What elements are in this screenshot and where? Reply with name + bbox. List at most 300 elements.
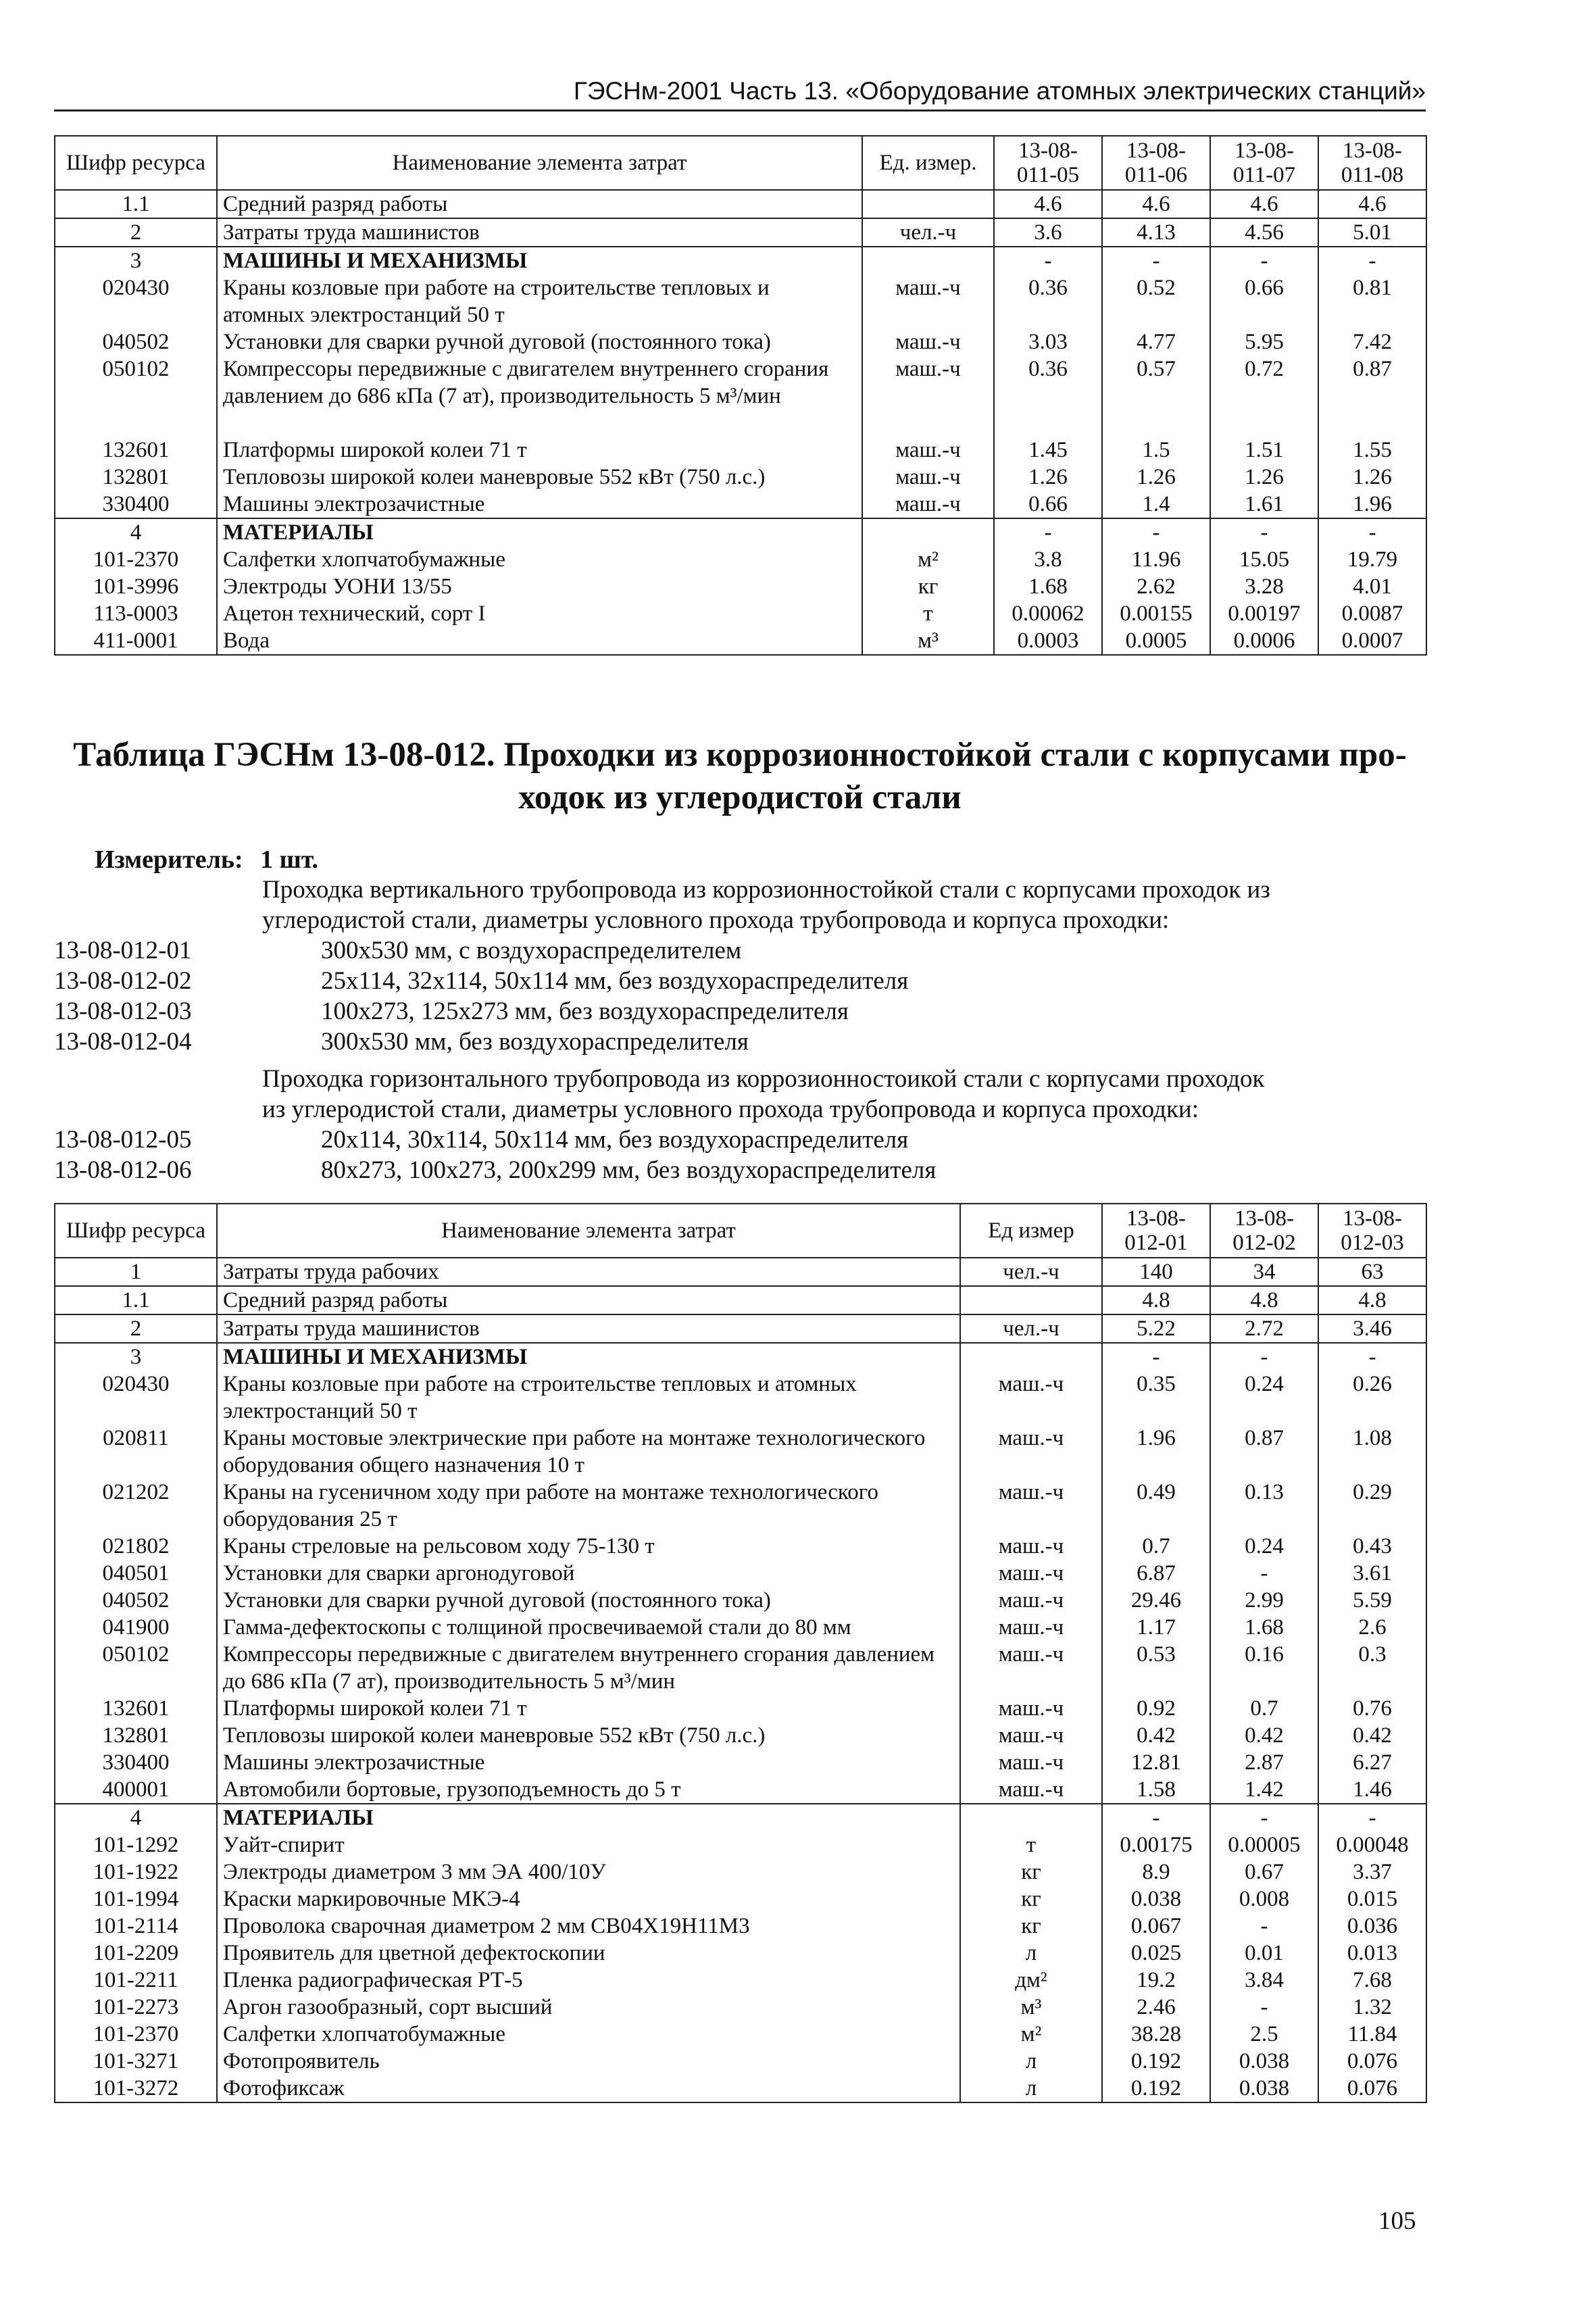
value-cell: 0.13 [1210,1479,1318,1533]
description-vertical-1: Проходка вертикального трубопровода из коррозионностойкой стали с корпусами проходок из [262,876,1270,904]
value-cell: 3.03 [994,328,1102,355]
resource-name-cell: Затраты труда машинистов [217,218,862,247]
value-cell: 11.96 [1102,546,1210,573]
resource-name-cell: Уайт-спирит [217,1831,960,1858]
value-cell: 3.84 [1210,1967,1318,1994]
table-row [55,1641,1426,1695]
variant-code: 13-08-012-04 [54,1028,192,1056]
unit-cell: маш.-ч [960,1371,1102,1425]
value-cell: 0.192 [1102,2048,1210,2075]
table-row [55,2075,1426,2102]
resource-name-cell: Электроды УОНИ 13/55 [217,573,862,600]
value-cell: 2.62 [1102,573,1210,600]
value-cell: 0.81 [1318,274,1426,328]
value-cell: 0.92 [1102,1695,1210,1722]
resource-code-cell: 101-2211 [55,1967,217,1994]
value-cell: 63 [1318,1258,1426,1286]
value-cell: 0.36 [994,355,1102,437]
resource-name-cell: Краски маркировочные МКЭ-4 [217,1886,960,1913]
table-row [55,546,1426,573]
value-cell: - [1102,518,1210,546]
value-cell: 0.16 [1210,1641,1318,1695]
value-cell: 0.36 [994,274,1102,328]
unit-cell: маш.-ч [960,1533,1102,1560]
value-cell: 1.17 [1102,1614,1210,1641]
resource-name-cell: Платформы широкой колеи 71 т [217,1695,960,1722]
col-header: 13-08-012-02 [1210,1204,1318,1258]
table-row [55,491,1426,518]
variant-text: 300х530 мм, с воздухораспределителем [321,937,742,964]
resource-code-cell: 101-2273 [55,1994,217,2021]
table-row [55,1560,1426,1587]
value-cell: 1.5 [1102,437,1210,464]
value-cell: 1.68 [994,573,1102,600]
value-cell: - [1210,518,1318,546]
value-cell: - [1210,1560,1318,1587]
value-cell: 0.008 [1210,1886,1318,1913]
table-row [55,1479,1426,1533]
resource-name-cell: Компрессоры передвижные с двигателем внутреннего сгорания давлением до 686 кПа (7 ат), производительность 5 м³/мин [217,355,862,437]
unit-cell: маш.-ч [862,491,994,518]
value-cell: 0.025 [1102,1940,1210,1967]
value-cell: 4.77 [1102,328,1210,355]
resource-table-012 [54,1203,1427,2103]
value-cell: 1.32 [1318,1994,1426,2021]
table-row [55,218,1426,247]
resource-code-cell: 4 [55,518,217,546]
table-row [55,247,1426,274]
table-row [55,1286,1426,1314]
value-cell: 4.8 [1318,1286,1426,1314]
resource-name-cell: Электроды диаметром 3 мм ЭА 400/10У [217,1858,960,1886]
unit-cell: маш.-ч [960,1560,1102,1587]
resource-code-cell: 050102 [55,355,217,437]
value-cell: 0.57 [1102,355,1210,437]
table-body [55,1258,1426,2102]
table-row [55,1913,1426,1940]
value-cell: 4.6 [994,190,1102,218]
table-row [55,355,1426,437]
page-number: 105 [1378,2207,1416,2235]
resource-name-cell: Платформы широкой колеи 71 т [217,437,862,464]
value-cell: - [1318,1343,1426,1371]
value-cell: - [1102,247,1210,274]
table-row [55,1314,1426,1343]
value-cell: 0.7 [1102,1533,1210,1560]
unit-cell: маш.-ч [960,1425,1102,1479]
table-header-row [55,136,1426,190]
value-cell: 0.00175 [1102,1831,1210,1858]
value-cell: 19.2 [1102,1967,1210,1994]
resource-code-cell: 400001 [55,1776,217,1804]
value-cell: 0.076 [1318,2075,1426,2102]
unit-cell: маш.-ч [862,274,994,328]
resource-code-cell: 050102 [55,1641,217,1695]
col-header: 13-08-011-08 [1318,136,1426,190]
col-header: 13-08-011-07 [1210,136,1318,190]
value-cell: 3.37 [1318,1858,1426,1886]
resource-name-cell: Краны мостовые электрические при работе на монтаже технологического оборудования общего назначения 10 т [217,1425,960,1479]
resource-name-cell: Салфетки хлопчатобумажные [217,2021,960,2048]
variant-text: 300х530 мм, без воздухораспределителя [321,1028,749,1056]
value-cell: 29.46 [1102,1587,1210,1614]
resource-code-cell: 101-1292 [55,1831,217,1858]
unit-cell: кг [862,573,994,600]
unit-cell: чел.-ч [960,1314,1102,1343]
value-cell: 34 [1210,1258,1318,1286]
value-cell: 0.015 [1318,1886,1426,1913]
value-cell: 0.52 [1102,274,1210,328]
resource-name-cell: Тепловозы широкой колеи маневровые 552 кВт (750 л.с.) [217,464,862,491]
value-cell: 0.067 [1102,1913,1210,1940]
unit-cell: кг [960,1886,1102,1913]
resource-code-cell: 101-3996 [55,573,217,600]
resource-code-cell: 021802 [55,1533,217,1560]
unit-cell: м² [862,546,994,573]
resource-code-cell: 132601 [55,437,217,464]
value-cell: 5.95 [1210,328,1318,355]
value-cell: 0.038 [1102,1886,1210,1913]
value-cell: 3.46 [1318,1314,1426,1343]
value-cell: - [1318,247,1426,274]
unit-cell: чел.-ч [862,218,994,247]
resource-table-011 [54,135,1427,656]
unit-cell [960,1286,1102,1314]
col-header: Шифр ресурса [55,136,217,190]
table-row [55,627,1426,655]
resource-code-cell: 2 [55,1314,217,1343]
value-cell: 2.5 [1210,2021,1318,2048]
page-header [54,74,1426,112]
description-horizontal-2: из углеродистой стали, диаметры условного прохода трубопровода и корпуса проходки: [262,1096,1199,1123]
value-cell: 19.79 [1318,546,1426,573]
value-cell: 0.038 [1210,2075,1318,2102]
value-cell: 0.67 [1210,1858,1318,1886]
value-cell: 3.8 [994,546,1102,573]
value-cell: 0.076 [1318,2048,1426,2075]
value-cell: 4.13 [1102,218,1210,247]
value-cell: 1.26 [1210,464,1318,491]
value-cell: 4.01 [1318,573,1426,600]
table-row [55,1994,1426,2021]
value-cell: 0.01 [1210,1940,1318,1967]
resource-code-cell: 101-1922 [55,1858,217,1886]
resource-name-cell: Автомобили бортовые, грузоподъемность до 5 т [217,1776,960,1804]
table-row [55,1858,1426,1886]
unit-cell [960,1804,1102,1831]
unit-cell: дм² [960,1967,1102,1994]
unit-cell: л [960,1940,1102,1967]
variant-code: 13-08-012-01 [54,937,192,964]
unit-cell: маш.-ч [862,437,994,464]
value-cell: 0.013 [1318,1940,1426,1967]
table-row [55,190,1426,218]
resource-name-cell: МАТЕРИАЛЫ [217,518,862,546]
col-header: Ед измер [960,1204,1102,1258]
value-cell: 12.81 [1102,1749,1210,1776]
value-cell: 0.43 [1318,1533,1426,1560]
value-cell: 1.26 [1318,464,1426,491]
resource-name-cell: Аргон газообразный, сорт высший [217,1994,960,2021]
table-row [55,2021,1426,2048]
value-cell: 4.6 [1210,190,1318,218]
resource-code-cell: 330400 [55,1749,217,1776]
resource-code-cell: 101-2114 [55,1913,217,1940]
unit-cell: маш.-ч [960,1695,1102,1722]
value-cell: - [994,247,1102,274]
resource-name-cell: Средний разряд работы [217,1286,960,1314]
variant-code: 13-08-012-02 [54,967,192,995]
table-row [55,1967,1426,1994]
resource-code-cell: 020430 [55,1371,217,1425]
value-cell: 0.35 [1102,1371,1210,1425]
value-cell: 0.036 [1318,1913,1426,1940]
resource-name-cell: Краны козловые при работе на строительстве тепловых и атомных электростанций 50 т [217,274,862,328]
unit-cell: л [960,2075,1102,2102]
col-header: Наименование элемента затрат [217,1204,960,1258]
variant-text: 20х114, 30х114, 50х114 мм, без воздухораспределителя [321,1126,909,1154]
unit-cell: т [960,1831,1102,1858]
value-cell: 0.42 [1318,1722,1426,1749]
value-cell: 4.56 [1210,218,1318,247]
unit-cell: маш.-ч [960,1722,1102,1749]
resource-name-cell: Установки для сварки ручной дуговой (постоянного тока) [217,1587,960,1614]
unit-cell [862,518,994,546]
value-cell: 1.26 [994,464,1102,491]
value-cell: 7.42 [1318,328,1426,355]
resource-name-cell: МАШИНЫ И МЕХАНИЗМЫ [217,1343,960,1371]
table-row [55,1804,1426,1831]
table-body [55,190,1426,655]
unit-cell: кг [960,1913,1102,1940]
resource-code-cell: 1 [55,1258,217,1286]
resource-code-cell: 040501 [55,1560,217,1587]
value-cell: 0.29 [1318,1479,1426,1533]
resource-name-cell: Проволока сварочная диаметром 2 мм СВ04Х19Н11М3 [217,1913,960,1940]
resource-name-cell: Пленка радиографическая РТ-5 [217,1967,960,1994]
col-header: 13-08-011-06 [1102,136,1210,190]
resource-code-cell: 040502 [55,1587,217,1614]
col-header: 13-08-012-03 [1318,1204,1426,1258]
table-row [55,1371,1426,1425]
value-cell: 8.9 [1102,1858,1210,1886]
unit-cell: маш.-ч [862,328,994,355]
value-cell: 1.58 [1102,1776,1210,1804]
resource-name-cell: Краны козловые при работе на строительстве тепловых и атомных электростанций 50 т [217,1371,960,1425]
value-cell: 1.26 [1102,464,1210,491]
value-cell: 0.72 [1210,355,1318,437]
table-row [55,1776,1426,1804]
value-cell: 1.42 [1210,1776,1318,1804]
value-cell: 0.24 [1210,1371,1318,1425]
resource-name-cell: Средний разряд работы [217,190,862,218]
col-header: 13-08-011-05 [994,136,1102,190]
resource-code-cell: 101-3272 [55,2075,217,2102]
value-cell: 38.28 [1102,2021,1210,2048]
table-row [55,1749,1426,1776]
resource-name-cell: Фотофиксаж [217,2075,960,2102]
value-cell: 1.68 [1210,1614,1318,1641]
table-row [55,1425,1426,1479]
value-cell: - [1318,518,1426,546]
resource-name-cell: Машины электрозачистные [217,491,862,518]
measure [95,845,318,875]
value-cell: 6.27 [1318,1749,1426,1776]
value-cell: 0.00062 [994,600,1102,627]
value-cell: 4.8 [1102,1286,1210,1314]
variant-text: 25х114, 32х114, 50х114 мм, без воздухораспределителя [321,967,909,995]
value-cell: 4.6 [1102,190,1210,218]
value-cell: 1.08 [1318,1425,1426,1479]
value-cell: 1.4 [1102,491,1210,518]
measure-label: Измеритель: [95,845,243,874]
resource-code-cell: 020811 [55,1425,217,1479]
resource-name-cell: Затраты труда рабочих [217,1258,960,1286]
resource-code-cell: 411-0001 [55,627,217,655]
table-row [55,437,1426,464]
unit-cell: маш.-ч [960,1641,1102,1695]
unit-cell: кг [960,1858,1102,1886]
value-cell: 0.192 [1102,2075,1210,2102]
table-row [55,1614,1426,1641]
unit-cell: маш.-ч [862,355,994,437]
resource-name-cell: МАШИНЫ И МЕХАНИЗМЫ [217,247,862,274]
unit-cell: маш.-ч [960,1614,1102,1641]
value-cell: 2.6 [1318,1614,1426,1641]
value-cell: 1.55 [1318,437,1426,464]
unit-cell: м² [960,2021,1102,2048]
table-row [55,464,1426,491]
resource-name-cell: Тепловозы широкой колеи маневровые 552 кВт (750 л.с.) [217,1722,960,1749]
value-cell: - [1318,1804,1426,1831]
value-cell: - [1210,247,1318,274]
value-cell: 4.8 [1210,1286,1318,1314]
table-row [55,1940,1426,1967]
value-cell: 1.45 [994,437,1102,464]
description-vertical-2: углеродистой стали, диаметры условного прохода трубопровода и корпуса проходки: [262,906,1170,934]
resource-code-cell: 4 [55,1804,217,1831]
measure-value: 1 шт. [260,845,319,874]
value-cell: 0.49 [1102,1479,1210,1533]
resource-name-cell: Салфетки хлопчатобумажные [217,546,862,573]
table-row [55,1831,1426,1858]
value-cell: 0.42 [1210,1722,1318,1749]
unit-cell: м³ [862,627,994,655]
col-header: 13-08-012-01 [1102,1204,1210,1258]
resource-code-cell: 330400 [55,491,217,518]
value-cell: 0.87 [1210,1425,1318,1479]
table-row [55,2048,1426,2075]
unit-cell: маш.-ч [862,464,994,491]
value-cell: 5.22 [1102,1314,1210,1343]
resource-name-cell: Установки для сварки аргонодуговой [217,1560,960,1587]
value-cell: 5.59 [1318,1587,1426,1614]
value-cell: 1.96 [1102,1425,1210,1479]
value-cell: 0.87 [1318,355,1426,437]
value-cell: 0.00197 [1210,600,1318,627]
description-horizontal-1: Проходка горизонтального трубопровода из коррозионностоикой стали с корпусами проходок [262,1065,1265,1093]
resource-code-cell: 1.1 [55,190,217,218]
value-cell: 15.05 [1210,546,1318,573]
value-cell: 0.66 [994,491,1102,518]
resource-name-cell: Машины электрозачистные [217,1749,960,1776]
resource-code-cell: 101-2370 [55,2021,217,2048]
value-cell: 7.68 [1318,1967,1426,1994]
value-cell: 0.038 [1210,2048,1318,2075]
resource-code-cell: 041900 [55,1614,217,1641]
variant-code: 13-08-012-06 [54,1156,192,1184]
value-cell: 0.0007 [1318,627,1426,655]
running-title: ГЭСНм-2001 Часть 13. «Оборудование атомных электрических станций» [573,77,1426,105]
value-cell: 0.00155 [1102,600,1210,627]
value-cell: 1.51 [1210,437,1318,464]
value-cell: 6.87 [1102,1560,1210,1587]
value-cell: 0.7 [1210,1695,1318,1722]
resource-code-cell: 101-2370 [55,546,217,573]
unit-cell [862,190,994,218]
resource-name-cell: Установки для сварки ручной дуговой (постоянного тока) [217,328,862,355]
table-row [55,518,1426,546]
value-cell: 4.6 [1318,190,1426,218]
resource-code-cell: 113-0003 [55,600,217,627]
value-cell: - [1210,1913,1318,1940]
table-row [55,1343,1426,1371]
table-row [55,600,1426,627]
col-header: Шифр ресурса [55,1204,217,1258]
resource-code-cell: 132601 [55,1695,217,1722]
unit-cell: маш.-ч [960,1479,1102,1533]
resource-name-cell: МАТЕРИАЛЫ [217,1804,960,1831]
value-cell: 1.46 [1318,1776,1426,1804]
table-row [55,274,1426,328]
resource-code-cell: 132801 [55,464,217,491]
resource-code-cell: 2 [55,218,217,247]
value-cell: 2.87 [1210,1749,1318,1776]
resource-name-cell: Проявитель для цветной дефектоскопии [217,1940,960,1967]
variant-text: 80х273, 100х273, 200х299 мм, без воздухораспределителя [321,1156,937,1184]
unit-cell: чел.-ч [960,1258,1102,1286]
table-row [55,573,1426,600]
unit-cell [960,1343,1102,1371]
unit-cell: маш.-ч [960,1776,1102,1804]
resource-name-cell: Фотопроявитель [217,2048,960,2075]
value-cell: - [994,518,1102,546]
value-cell: - [1210,1804,1318,1831]
table-row [55,1587,1426,1614]
table-row [55,328,1426,355]
value-cell: 0.0087 [1318,600,1426,627]
resource-name-cell: Компрессоры передвижные с двигателем внутреннего сгорания давлением до 686 кПа (7 ат), производительность 5 м³/мин [217,1641,960,1695]
resource-name-cell: Краны стреловые на рельсовом ходу 75-130 т [217,1533,960,1560]
resource-code-cell: 3 [55,1343,217,1371]
resource-code-cell: 3 [55,247,217,274]
resource-code-cell: 040502 [55,328,217,355]
resource-name-cell: Краны на гусеничном ходу при работе на монтаже технологического оборудования 25 т [217,1479,960,1533]
value-cell: - [1210,1994,1318,2021]
col-header: Наименование элемента затрат [217,136,862,190]
value-cell: 0.66 [1210,274,1318,328]
resource-name-cell: Вода [217,627,862,655]
unit-cell: т [862,600,994,627]
resource-code-cell: 101-1994 [55,1886,217,1913]
value-cell: 0.0005 [1102,627,1210,655]
table-title-line-2: ходок из углеродистой стали [518,779,962,816]
unit-cell: маш.-ч [960,1587,1102,1614]
value-cell: 11.84 [1318,2021,1426,2048]
table-header-row [55,1204,1426,1258]
table-title-line-1: Таблица ГЭСНм 13-08-012. Проходки из коррозионностойкой стали с корпусами про- [73,736,1407,774]
variant-text: 100х273, 125х273 мм, без воздухораспределителя [321,998,849,1025]
